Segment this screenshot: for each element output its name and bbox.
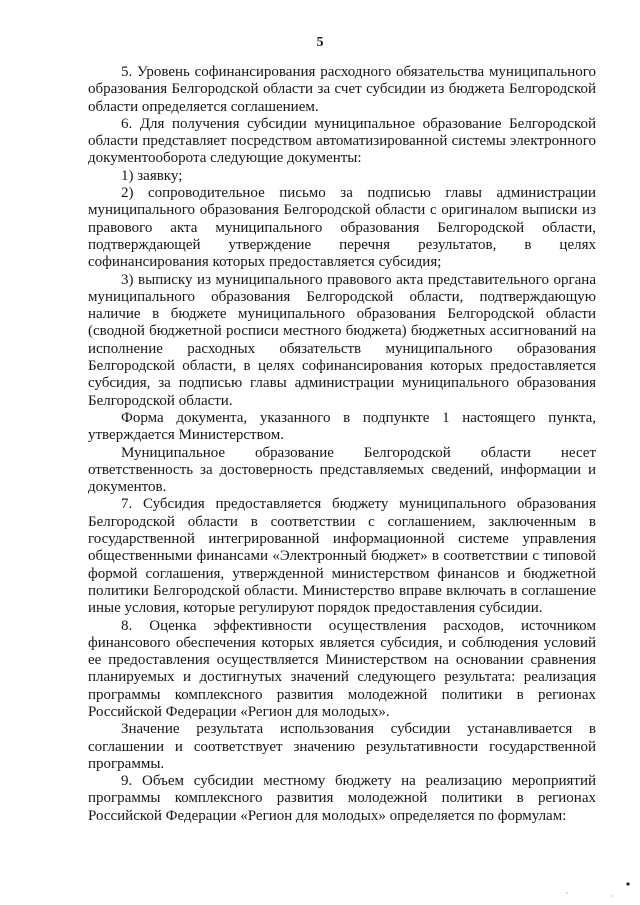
paragraph-7: 7. Субсидия предоставляется бюджету муниципального образования Белгородской области в соответствии с соглашением, заключенным в государственной интегрированной информационной системе управления общественными финансами «Электронный бюджет» в соответствии с типовой формой соглашения, утвержденной министерством финансов и бюджетной политики Белгородской области. Министерство вправе включать в соглашение иные условия, которые регулируют порядок предоставления субсидии. [88,496,596,617]
page-number: 5 [316,35,324,50]
paragraph-responsibility: Муниципальное образование Белгородской области несет ответственность за достоверность представляемых сведений, информации и документов. [88,444,596,496]
paragraph-8: 8. Оценка эффективности осуществления расходов, источником финансового обеспечения которых является субсидия, и соблюдения условий ее предоставления осуществляется Министерством на основании сравнения планируемых и достигнутых значений следующего результата: реализация программы комплексного развития молодежной политики в регионах Российской Федерации «Регион для молодых». [88,617,596,720]
list-item-3: 3) выписку из муниципального правового акта представительного органа муниципального образования Белгородской области, подтверждающую наличие в бюджете муниципального образования Белгородской области (сводной бюджетной росписи местного бюджета) бюджетных ассигнований на исполнение расходных обязательств муниципального образования Белгородской области, в целях софинансирования которых предоставляется субсидия, за подписью главы администрации муниципального образования Белгородской области. [88,271,596,409]
paragraph-9: 9. Объем субсидии местному бюджету на реализацию мероприятий программы комплексного развития молодежной политики в регионах Российской Федерации «Регион для молодых» определяется по формулам: [88,773,596,824]
paragraph-5: 5. Уровень софинансирования расходного обязательства муниципального образования Белгородской области за счет субсидии из бюджета Белгородской области определяется соглашением. [88,64,596,115]
scan-speck [626,882,629,885]
document-body [88,64,596,825]
paragraph-6: 6. Для получения субсидии муниципальное образование Белгородской области представляет посредством автоматизированной системы электронного документооборота следующие документы: [88,115,596,167]
list-item-1: 1) заявку; [121,167,183,184]
scan-speck [611,895,612,896]
scan-speck [566,892,567,893]
paragraph-result-value: Значение результата использования субсидии устанавливается в соглашении и соответствует значению результативности государственной программы. [88,721,596,772]
paragraph-form-approval: Форма документа, указанного в подпункте 1 настоящего пункта, утверждается Министерством. [88,409,596,444]
list-item-2: 2) сопроводительное письмо за подписью главы администрации муниципального образования Белгородской области с оригиналом выписки из правового акта муниципального образования Белгородской области, подтверждающей утверждение перечня результатов, в целях софинансирования которых предоставляется субсидия; [88,185,596,271]
